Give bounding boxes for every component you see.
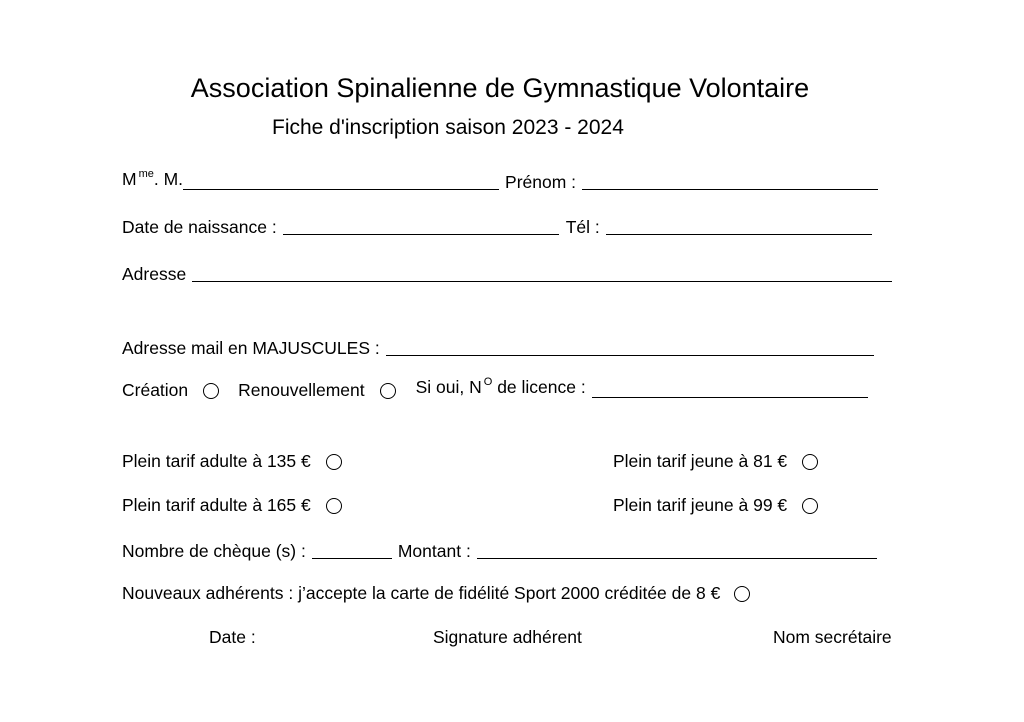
- creation-radio-icon[interactable]: [203, 383, 219, 399]
- amount-label: Montant :: [397, 541, 471, 561]
- tariff-adult-165-label: Plein tarif adulte à 165 €: [122, 495, 311, 515]
- tel-label: Tél :: [565, 217, 600, 237]
- email-label: Adresse mail en MAJUSCULES :: [122, 338, 380, 358]
- tariff-adult-135-label: Plein tarif adulte à 135 €: [122, 451, 311, 471]
- license-superscript: O: [483, 376, 493, 388]
- tariff-youth-99-label: Plein tarif jeune à 99 €: [613, 495, 788, 515]
- license-label: Si oui, N $^O$ de licence :: [415, 376, 586, 397]
- birth-date-label: Date de naissance :: [122, 217, 277, 237]
- name-field[interactable]: [183, 171, 499, 190]
- page-title: Association Spinalienne de Gymnastique Volontaire: [190, 73, 810, 103]
- tariff-youth-99-radio-icon[interactable]: [802, 498, 818, 514]
- civility-superscript: me: [138, 168, 154, 180]
- membership-row: [122, 374, 868, 400]
- email-field[interactable]: [386, 337, 874, 356]
- page-subtitle: Fiche d'inscription saison 2023 - 2024: [272, 116, 624, 139]
- cheques-label: Nombre de chèque (s) :: [122, 541, 306, 561]
- renewal-label: Renouvellement: [238, 380, 365, 400]
- loyalty-label: Nouveaux adhérents : j’accepte la carte de fidélité Sport 2000 créditée de 8 €: [122, 583, 721, 603]
- address-row: [122, 258, 892, 284]
- secretary-label: Nom secrétaire: [773, 627, 892, 647]
- birth-date-field[interactable]: [283, 216, 559, 235]
- tariff-adult-135-option: [122, 445, 342, 471]
- renewal-radio-icon[interactable]: [380, 383, 396, 399]
- address-label: Adresse: [122, 264, 187, 284]
- birth-row: [122, 211, 872, 237]
- email-row: [122, 332, 874, 358]
- cheques-count-field[interactable]: [312, 540, 392, 559]
- name-row: [122, 166, 878, 192]
- date-label: Date :: [209, 627, 256, 647]
- payment-row: [122, 535, 877, 561]
- address-field[interactable]: [192, 263, 892, 282]
- license-number-field[interactable]: [592, 379, 868, 398]
- tariff-adult-135-radio-icon[interactable]: [326, 454, 342, 470]
- loyalty-radio-icon[interactable]: [734, 586, 750, 602]
- tariff-youth-99-option: [613, 489, 818, 515]
- creation-label: Création: [122, 380, 189, 400]
- civility-label: M $^{me}$. M.: [122, 168, 184, 189]
- amount-field[interactable]: [477, 540, 877, 559]
- signature-label: Signature adhérent: [433, 627, 582, 647]
- tariff-youth-81-option: [613, 445, 818, 471]
- tariff-youth-81-label: Plein tarif jeune à 81 €: [613, 451, 788, 471]
- loyalty-row: [122, 577, 750, 603]
- tel-field[interactable]: [606, 216, 872, 235]
- tariff-adult-165-radio-icon[interactable]: [326, 498, 342, 514]
- prenom-label: Prénom :: [505, 172, 577, 192]
- tariff-youth-81-radio-icon[interactable]: [802, 454, 818, 470]
- tariff-adult-165-option: [122, 489, 342, 515]
- prenom-field[interactable]: [582, 171, 878, 190]
